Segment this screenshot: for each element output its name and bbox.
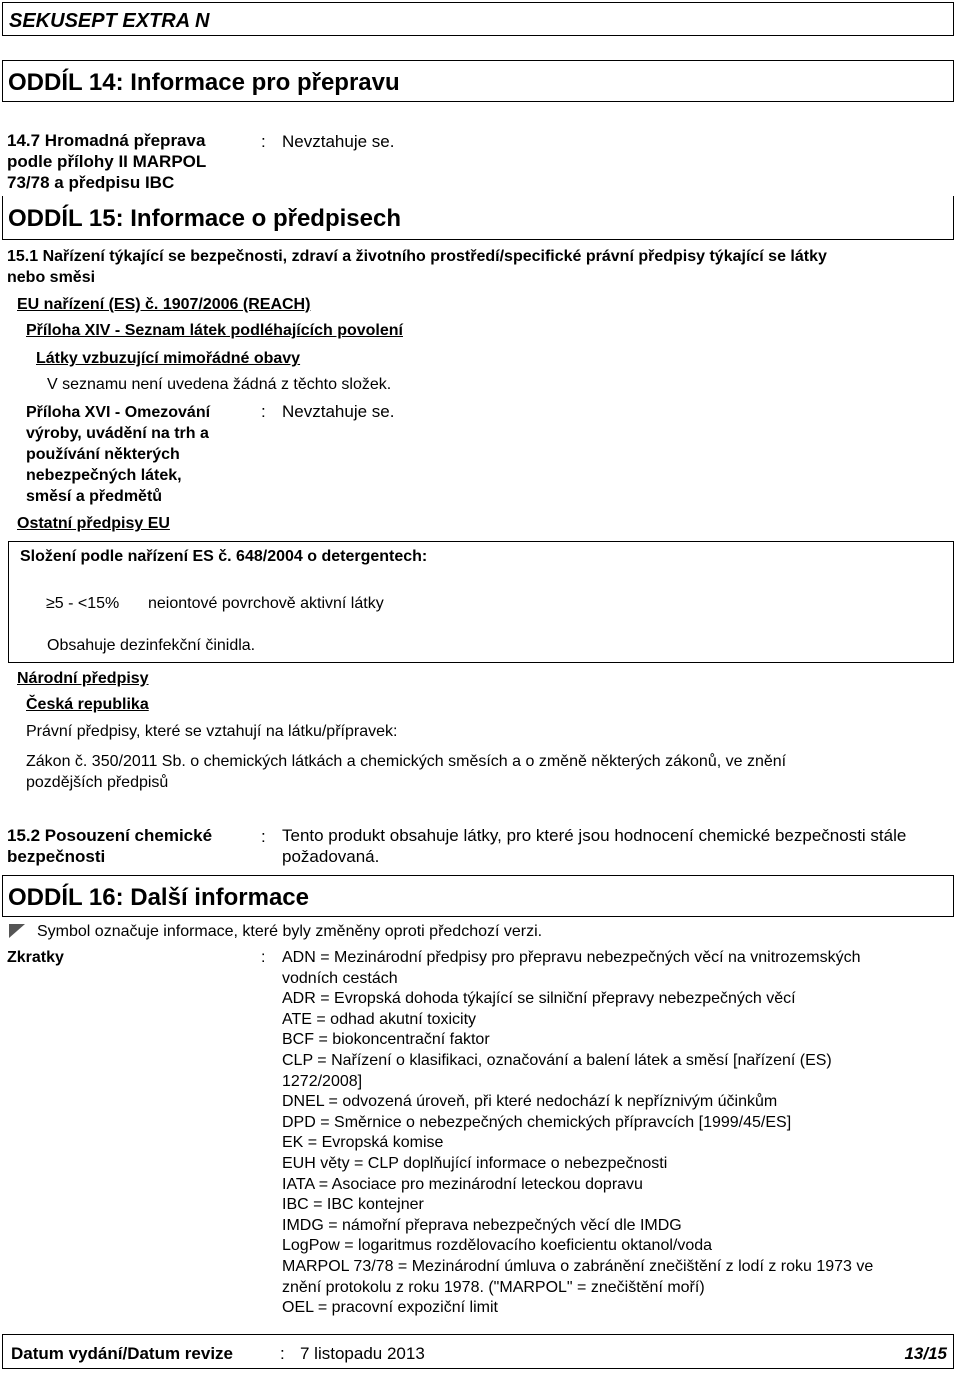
section-14-title: ODDÍL 14: Informace pro přepravu	[8, 69, 400, 96]
svhc-heading: Látky vzbuzující mimořádné obavy	[36, 350, 301, 367]
law-reference: Zákon č. 350/2011 Sb. o chemických látkách a chemických směsích a o změně některých zákonů, ve znění pozdějších předpisů	[26, 753, 787, 791]
section-14-header	[2, 60, 954, 102]
national-regulations-heading: Národní předpisy	[17, 670, 149, 687]
other-eu-heading: Ostatní předpisy EU	[17, 515, 170, 532]
annex-xvi-value: Nevztahuje se.	[282, 402, 395, 421]
section-15-title: ODDÍL 15: Informace o předpisech	[8, 205, 401, 232]
detergents-title: Složení podle nařízení ES č. 648/2004 o detergentech:	[20, 548, 428, 565]
detergent-range: ≥5 - <15%	[46, 595, 120, 612]
colon-separator: :	[261, 402, 266, 421]
eu-regulation-reach: EU nařízení (ES) č. 1907/2006 (REACH)	[17, 296, 311, 313]
annex-xvi-label: Příloha XVI - Omezování výroby, uvádění na trh a používání některých nebezpečných látek, směsí a předmětů	[26, 404, 211, 505]
section-16-title: ODDÍL 16: Další informace	[8, 884, 309, 911]
page-number: 13/15	[904, 1344, 947, 1363]
footer-date-label: Datum vydání/Datum revize	[11, 1344, 234, 1363]
colon-separator: :	[261, 827, 266, 846]
abbreviations-list: ADN = Mezinárodní předpisy pro přepravu nebezpečných věcí na vnitrozemských vodních cestách ADR = Evropská dohoda týkající se silniční přepravy nebezpečných věcí ATE = odhad akutní toxicity BCF = biokoncentrační faktor CLP = Nařízení o klasifikaci, označování a balení látek a směsí [nařízení (ES) 1272/2008] DNEL = odvozená úroveň, při které nedochází k nepříznivým účinkům DPD = Směrnice o nebezpečných chemických přípravcích [1999/45/ES] EK = Evropská komise EUH věty = CLP doplňující informace o nebezpečnosti IATA = Asociace pro mezinárodní leteckou dopravu IBC = IBC kontejner IMDG = námořní přeprava nebezpečných věcí dle IMDG LogPow = logaritmus rozdělovacího koeficientu oktanol/voda MARPOL 73/78 = Mezinárodní úmluva o zabránění znečištění z lodí z roku 1973 ve znění protokolu z roku 1978. ("MARPOL" = znečištění moří) OEL = pracovní expoziční limit	[282, 949, 874, 1317]
product-name: SEKUSEPT EXTRA N	[9, 10, 210, 32]
country-heading: Česká republika	[26, 696, 149, 713]
annex-xiv-heading: Příloha XIV - Seznam látek podléhajících povolení	[26, 322, 403, 339]
colon-separator: :	[261, 132, 266, 151]
svhc-text: V seznamu není uvedena žádná z těchto složek.	[47, 376, 392, 393]
footer	[2, 1334, 954, 1369]
colon-separator: :	[261, 949, 266, 966]
section-15-header	[2, 196, 954, 240]
abbreviations-label: Zkratky	[7, 949, 64, 966]
legal-regulations-text: Právní předpisy, které se vztahují na látku/přípravek:	[26, 723, 398, 740]
section-16-header	[2, 875, 954, 917]
product-header	[2, 2, 954, 36]
symbol-note: Symbol označuje informace, které byly změněny oproti předchozí verzi.	[37, 923, 543, 940]
change-marker-icon	[9, 924, 25, 938]
subsection-15-2-value: Tento produkt obsahuje látky, pro které jsou hodnocení chemické bezpečnosti stále požadovaná.	[282, 826, 907, 866]
disinfectant-note: Obsahuje dezinfekční činidla.	[47, 637, 256, 654]
colon-separator: :	[280, 1344, 285, 1363]
item-14-7-label: 14.7 Hromadná přeprava podle přílohy II MARPOL 73/78 a předpisu IBC	[7, 131, 207, 192]
footer-date-value: 7 listopadu 2013	[300, 1344, 425, 1363]
subsection-15-2-label: 15.2 Posouzení chemické bezpečnosti	[7, 826, 213, 866]
item-14-7-value: Nevztahuje se.	[282, 132, 395, 151]
subsection-15-1-title: 15.1 Nařízení týkající se bezpečnosti, zdraví a životního prostředí/specifické právní předpisy týkající se látky nebo směsi	[7, 248, 827, 286]
detergent-substance: neiontové povrchově aktivní látky	[148, 595, 384, 612]
detergents-box	[8, 541, 954, 663]
